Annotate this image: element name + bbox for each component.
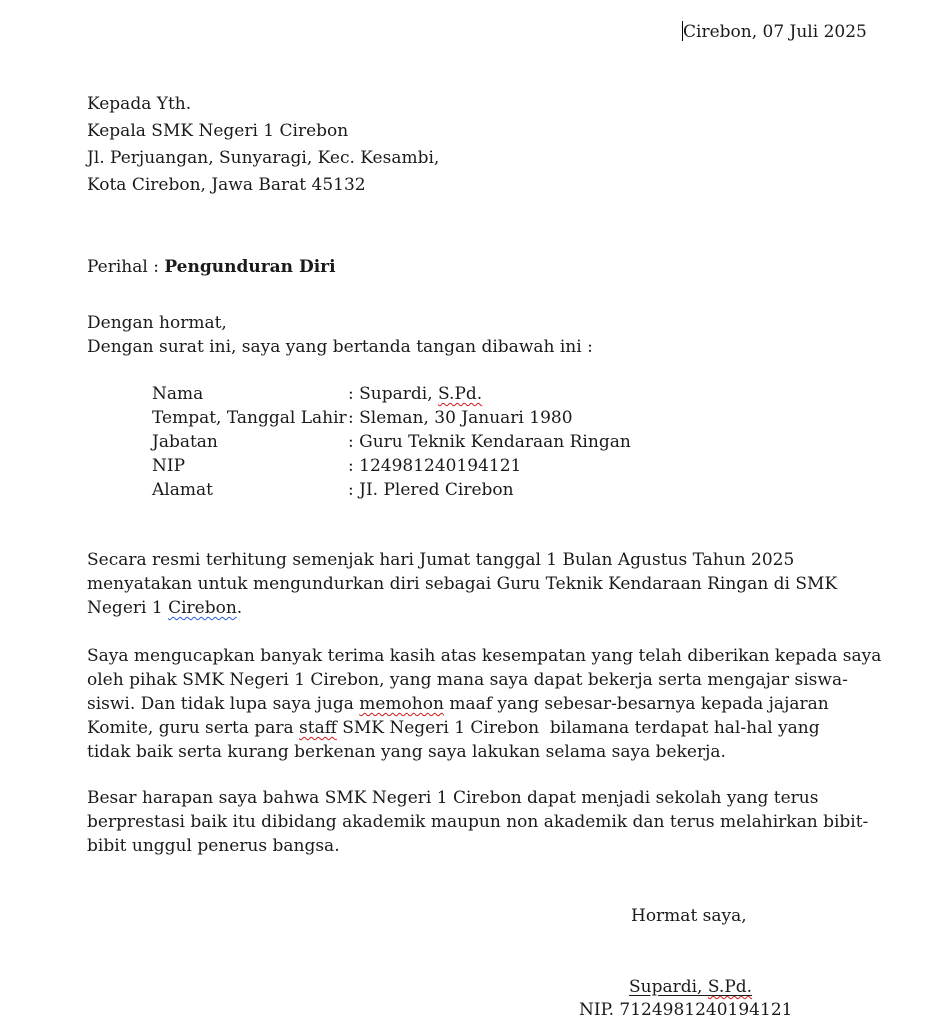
spellcheck-word[interactable]: staff — [299, 718, 337, 738]
recipient-line-1: Kepada Yth. — [87, 94, 192, 114]
paragraph-2-line: siswi. Dan tidak lupa saya juga memohon maaf yang sebesar-besarnya kepada jajaran — [87, 694, 829, 714]
identity-row — [152, 430, 631, 454]
paragraph-3-line: berprestasi baik itu dibidang akademik maupun non akademik dan terus melahirkan bibit- — [87, 812, 869, 832]
identity-value: : JI. Plered Cirebon — [348, 480, 514, 500]
paragraph-2-line: oleh pihak SMK Negeri 1 Cirebon, yang mana saya dapat bekerja serta mengajar siswa- — [87, 670, 848, 690]
identity-value: : Guru Teknik Kendaraan Ringan — [348, 432, 631, 452]
identity-value: : Sleman, 30 Januari 1980 — [348, 408, 573, 428]
signatory-name: Supardi, S.Pd. — [629, 977, 753, 997]
identity-label: Tempat, Tanggal Lahir — [152, 408, 347, 428]
paragraph-2-line: Komite, guru serta para staff SMK Negeri 1 Cirebon bilamana terdapat hal-hal yang — [87, 718, 820, 738]
intro-sentence: Dengan surat ini, saya yang bertanda tangan dibawah ini : — [87, 337, 593, 357]
identity-label: Alamat — [152, 480, 213, 500]
salutation: Dengan hormat, — [87, 313, 227, 333]
date-text: Cirebon, 07 Juli 2025 — [683, 22, 867, 42]
paragraph-1-line: Negeri 1 Cirebon. — [87, 598, 243, 618]
identity-label: Jabatan — [152, 432, 218, 452]
subject-label: Perihal : — [87, 257, 165, 277]
signatory-nip: NIP. 7124981240194121 — [579, 1000, 793, 1020]
closing-greeting: Hormat saya, — [631, 906, 747, 926]
paragraph-2-line: Saya mengucapkan banyak terima kasih atas kesempatan yang telah diberikan kepada saya — [87, 646, 882, 666]
identity-value: : 124981240194121 — [348, 456, 522, 476]
recipient-line-3: Jl. Perjuangan, Sunyaragi, Kec. Kesambi, — [87, 148, 440, 168]
identity-row — [152, 382, 631, 406]
paragraph-3-line: bibit unggul penerus bangsa. — [87, 836, 340, 856]
recipient-line-2: Kepala SMK Negeri 1 Cirebon — [87, 121, 349, 141]
recipient-line-4: Kota Cirebon, Jawa Barat 45132 — [87, 175, 366, 195]
paragraph-2-line: tidak baik serta kurang berkenan yang saya lakukan selama saya bekerja. — [87, 742, 726, 762]
letter-date[interactable] — [682, 20, 867, 44]
identity-label: Nama — [152, 384, 204, 404]
identity-row — [152, 406, 631, 430]
identity-value: : Supardi, S.Pd. — [348, 384, 483, 404]
subject-line — [87, 255, 336, 279]
paragraph-1-line: Secara resmi terhitung semenjak hari Jumat tanggal 1 Bulan Agustus Tahun 2025 — [87, 550, 795, 570]
spellcheck-word[interactable]: S.Pd. — [438, 384, 483, 404]
grammar-check-word[interactable]: Cirebon — [168, 598, 237, 618]
paragraph-3-line: Besar harapan saya bahwa SMK Negeri 1 Cirebon dapat menjadi sekolah yang terus — [87, 788, 819, 808]
paragraph-1-line: menyatakan untuk mengundurkan diri sebagai Guru Teknik Kendaraan Ringan di SMK — [87, 574, 838, 594]
identity-label: NIP — [152, 456, 186, 476]
identity-row — [152, 478, 631, 502]
spellcheck-word[interactable]: S.Pd. — [707, 977, 753, 997]
identity-row — [152, 454, 631, 478]
subject-value: Pengunduran Diri — [164, 257, 336, 277]
spellcheck-word[interactable]: memohon — [359, 694, 444, 714]
identity-table — [152, 382, 631, 502]
